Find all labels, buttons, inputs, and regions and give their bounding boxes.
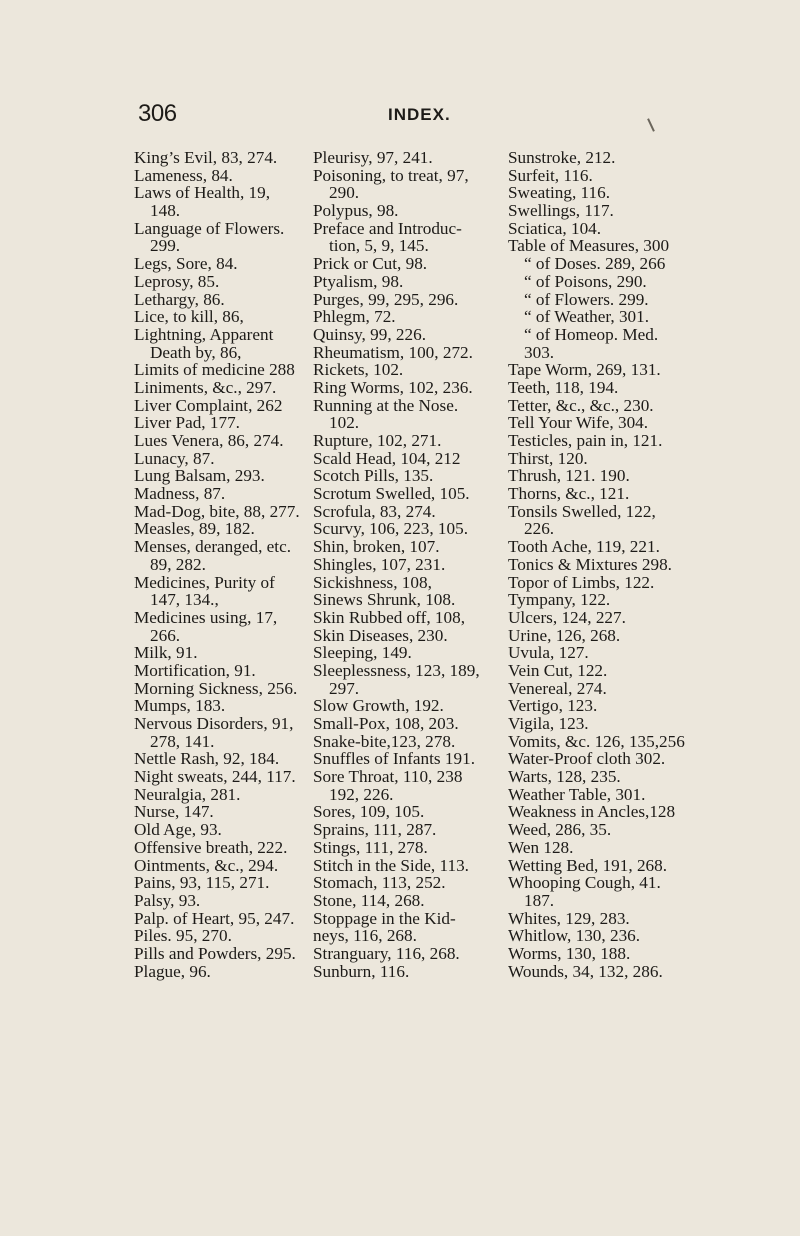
index-entry-continuation: 297. <box>329 678 360 698</box>
index-entry: Tonsils Swelled, 122, <box>508 501 656 521</box>
index-entry: Palsy, 93. <box>134 890 201 910</box>
index-entry: Snuffles of Infants 191. <box>313 749 475 769</box>
index-entry: Wen 128. <box>508 837 574 857</box>
index-entry: Uvula, 127. <box>508 643 589 663</box>
index-entry: Urine, 126, 268. <box>508 625 621 645</box>
index-entry: Sweating, 116. <box>508 183 610 203</box>
index-entry: Preface and Introduc- <box>313 218 462 238</box>
index-entry-continuation: “ of Flowers. 299. <box>524 289 649 309</box>
index-entry: Vein Cut, 122. <box>508 660 608 680</box>
index-entry-continuation: “ of Poisons, 290. <box>524 271 647 291</box>
index-entry: Rheumatism, 100, 272. <box>313 342 473 362</box>
index-entry-continuation: 290. <box>329 183 360 203</box>
index-entry: Neuralgia, 281. <box>134 784 241 804</box>
index-entry-continuation: “ of Doses. 289, 266 <box>524 254 666 274</box>
index-entry: Sunstroke, 212. <box>508 148 616 167</box>
index-entry-continuation: 299. <box>150 236 181 256</box>
index-entry: Sore Throat, 110, 238 <box>313 767 463 787</box>
index-entry: Tape Worm, 269, 131. <box>508 360 661 380</box>
index-entry: Rupture, 102, 271. <box>313 431 442 450</box>
index-entry: Stoppage in the Kid- <box>313 908 456 928</box>
index-entry: Night sweats, 244, 117. <box>134 767 296 787</box>
index-entry: Lunacy, 87. <box>134 448 215 468</box>
index-entry: Phlegm, 72. <box>313 307 396 327</box>
index-entry: Liver Complaint, 262 <box>134 395 283 415</box>
index-entry: Ulcers, 124, 227. <box>508 607 626 627</box>
index-entry: Worms, 130, 188. <box>508 943 631 963</box>
index-entry: Pills and Powders, 295. <box>134 943 296 963</box>
index-entry: Tonics & Mixtures 298. <box>508 554 672 574</box>
index-entry: Liniments, &c., 297. <box>134 377 277 397</box>
index-entry-continuation: 192, 226. <box>329 784 394 804</box>
index-entry: Thirst, 120. <box>508 448 588 468</box>
index-entry: Topor of Limbs, 122. <box>508 572 655 592</box>
index-entry: King’s Evil, 83, 274. <box>134 148 278 167</box>
index-entry: Stomach, 113, 252. <box>313 873 446 893</box>
index-column-1 <box>134 149 312 980</box>
index-entry: Medicines, Purity of <box>134 572 275 592</box>
index-entry: Lice, to kill, 86, <box>134 307 244 327</box>
index-entry-continuation: 226. <box>524 519 555 539</box>
index-column-2 <box>313 149 503 980</box>
index-entry: Scotch Pills, 135. <box>313 466 434 486</box>
page-header <box>0 100 800 136</box>
index-entry: Wetting Bed, 191, 268. <box>508 855 668 875</box>
index-entry: Stone, 114, 268. <box>313 890 425 910</box>
index-entry: Tetter, &c., &c., 230. <box>508 395 654 415</box>
index-entry: Skin Diseases, 230. <box>313 625 448 645</box>
index-entry: Plague, 96. <box>134 961 211 981</box>
index-entry: Mortification, 91. <box>134 660 256 680</box>
index-entry: Tell Your Wife, 304. <box>508 413 649 433</box>
index-entry: Shingles, 107, 231. <box>313 554 446 574</box>
index-entry: Sinews Shrunk, 108. <box>313 590 456 610</box>
index-entry-continuation: “ of Homeop. Med. <box>524 324 659 344</box>
index-entry: Purges, 99, 295, 296. <box>313 289 459 309</box>
index-entry-continuation: 303. <box>524 342 555 362</box>
index-entry-continuation: 148. <box>150 201 181 221</box>
index-entry: Menses, deranged, etc. <box>134 537 292 557</box>
index-entry: Lethargy, 86. <box>134 289 225 309</box>
index-entry-continuation: 89, 282. <box>150 554 206 574</box>
index-entry: Skin Rubbed off, 108, <box>313 607 465 627</box>
index-entry: Sores, 109, 105. <box>313 802 425 822</box>
index-entry: Poisoning, to treat, 97, <box>313 165 469 185</box>
index-entry-continuation: 266. <box>150 625 181 645</box>
index-entry-continuation: “ of Weather, 301. <box>524 307 650 327</box>
index-entry: Vomits, &c. 126, 135,256 <box>508 731 685 751</box>
index-entry: Milk, 91. <box>134 643 198 663</box>
index-entry: Sprains, 111, 287. <box>313 820 437 840</box>
index-entry: Weakness in Ancles,128 <box>508 802 676 822</box>
index-entry: Laws of Health, 19, <box>134 183 271 203</box>
index-entry: Sickishness, 108, <box>313 572 432 592</box>
index-entry: Tooth Ache, 119, 221. <box>508 537 660 557</box>
index-entry: Sleeping, 149. <box>313 643 412 663</box>
index-entry: Warts, 128, 235. <box>508 767 621 787</box>
index-entry: Running at the Nose. <box>313 395 459 415</box>
index-entry: Sleeplessness, 123, 189, <box>313 660 480 680</box>
index-entry: Madness, 87. <box>134 484 226 504</box>
index-entry: Scrotum Swelled, 105. <box>313 484 470 504</box>
index-entry: Weed, 286, 35. <box>508 820 612 840</box>
index-entry-continuation: tion, 5, 9, 145. <box>329 236 429 256</box>
index-entry: Mumps, 183. <box>134 696 226 716</box>
index-entry-continuation: 102. <box>329 413 360 433</box>
index-entry: Whitlow, 130, 236. <box>508 926 641 946</box>
index-entry-continuation: 278, 141. <box>150 731 215 751</box>
index-entry: Thrush, 121. 190. <box>508 466 630 486</box>
index-entry: Lameness, 84. <box>134 165 233 185</box>
index-entry: Swellings, 117. <box>508 201 614 221</box>
index-entry: Whites, 129, 283. <box>508 908 630 928</box>
index-entry: Weather Table, 301. <box>508 784 646 804</box>
page-number: 306 <box>138 100 177 127</box>
index-entry: Language of Flowers. <box>134 218 285 238</box>
index-entry: Nurse, 147. <box>134 802 214 822</box>
index-entry: Offensive breath, 222. <box>134 837 288 857</box>
index-entry: Whooping Cough, 41. <box>508 873 661 893</box>
index-entry: Snake-bite,123, 278. <box>313 731 456 751</box>
index-entry: Liver Pad, 177. <box>134 413 240 433</box>
index-entry: Scrofula, 83, 274. <box>313 501 436 521</box>
index-entry: Teeth, 118, 194. <box>508 377 619 397</box>
index-entry: Sciatica, 104. <box>508 218 602 238</box>
index-entry: Wounds, 34, 132, 286. <box>508 961 663 981</box>
index-entry: Stitch in the Side, 113. <box>313 855 469 875</box>
index-entry: Ointments, &c., 294. <box>134 855 279 875</box>
index-entry: Rickets, 102. <box>313 360 404 380</box>
index-entry: Old Age, 93. <box>134 820 222 840</box>
index-entry: Lues Venera, 86, 274. <box>134 431 284 450</box>
index-entry: Mad-Dog, bite, 88, 277. <box>134 501 300 521</box>
index-entry: Pleurisy, 97, 241. <box>313 148 433 167</box>
index-entry: Prick or Cut, 98. <box>313 254 428 274</box>
index-entry: Surfeit, 116. <box>508 165 593 185</box>
index-entry: Stranguary, 116, 268. <box>313 943 460 963</box>
index-entry: Ptyalism, 98. <box>313 271 404 291</box>
index-entry: Morning Sickness, 256. <box>134 678 298 698</box>
index-column-3 <box>508 149 684 980</box>
index-entry: Vigila, 123. <box>508 714 589 733</box>
index-entry: Leprosy, 85. <box>134 271 220 291</box>
index-entry: Testicles, pain in, 121. <box>508 431 663 450</box>
index-entry: Stings, 111, 278. <box>313 837 428 857</box>
index-entry: Pains, 93, 115, 271. <box>134 873 270 893</box>
index-entry: Venereal, 274. <box>508 678 607 698</box>
index-entry: Piles. 95, 270. <box>134 926 232 946</box>
index-entry-continuation: Death by, 86, <box>150 342 242 362</box>
index-entry: Lung Balsam, 293. <box>134 466 265 486</box>
index-entry: Nervous Disorders, 91, <box>134 714 294 733</box>
index-entry: Medicines using, 17, <box>134 607 278 627</box>
index-entry: Ring Worms, 102, 236. <box>313 377 473 397</box>
index-entry: Sunburn, 116. <box>313 961 410 981</box>
index-entry-continuation: 147, 134., <box>150 590 219 610</box>
index-entry: Measles, 89, 182. <box>134 519 255 539</box>
index-entry: Polypus, 98. <box>313 201 399 221</box>
index-entry: Small-Pox, 108, 203. <box>313 714 459 733</box>
index-entry: Water-Proof cloth 302. <box>508 749 666 769</box>
index-entry: Table of Measures, 300 <box>508 236 670 256</box>
index-entry: Limits of medicine 288 <box>134 360 295 380</box>
index-entry: Quinsy, 99, 226. <box>313 324 426 344</box>
index-entry: Shin, broken, 107. <box>313 537 440 557</box>
index-entry-continuation: 187. <box>524 890 555 910</box>
index-entry: Legs, Sore, 84. <box>134 254 238 274</box>
index-entry: Scald Head, 104, 212 <box>313 448 461 468</box>
index-entry: Tympany, 122. <box>508 590 611 610</box>
running-head: INDEX. <box>388 105 451 124</box>
index-entry: Nettle Rash, 92, 184. <box>134 749 280 769</box>
index-entry: Thorns, &c., 121. <box>508 484 630 504</box>
index-entry: Lightning, Apparent <box>134 324 274 344</box>
index-entry: Scurvy, 106, 223, 105. <box>313 519 468 539</box>
index-entry: neys, 116, 268. <box>313 926 417 946</box>
index-entry: Palp. of Heart, 95, 247. <box>134 908 295 928</box>
index-entry: Vertigo, 123. <box>508 696 598 716</box>
index-entry: Slow Growth, 192. <box>313 696 444 716</box>
